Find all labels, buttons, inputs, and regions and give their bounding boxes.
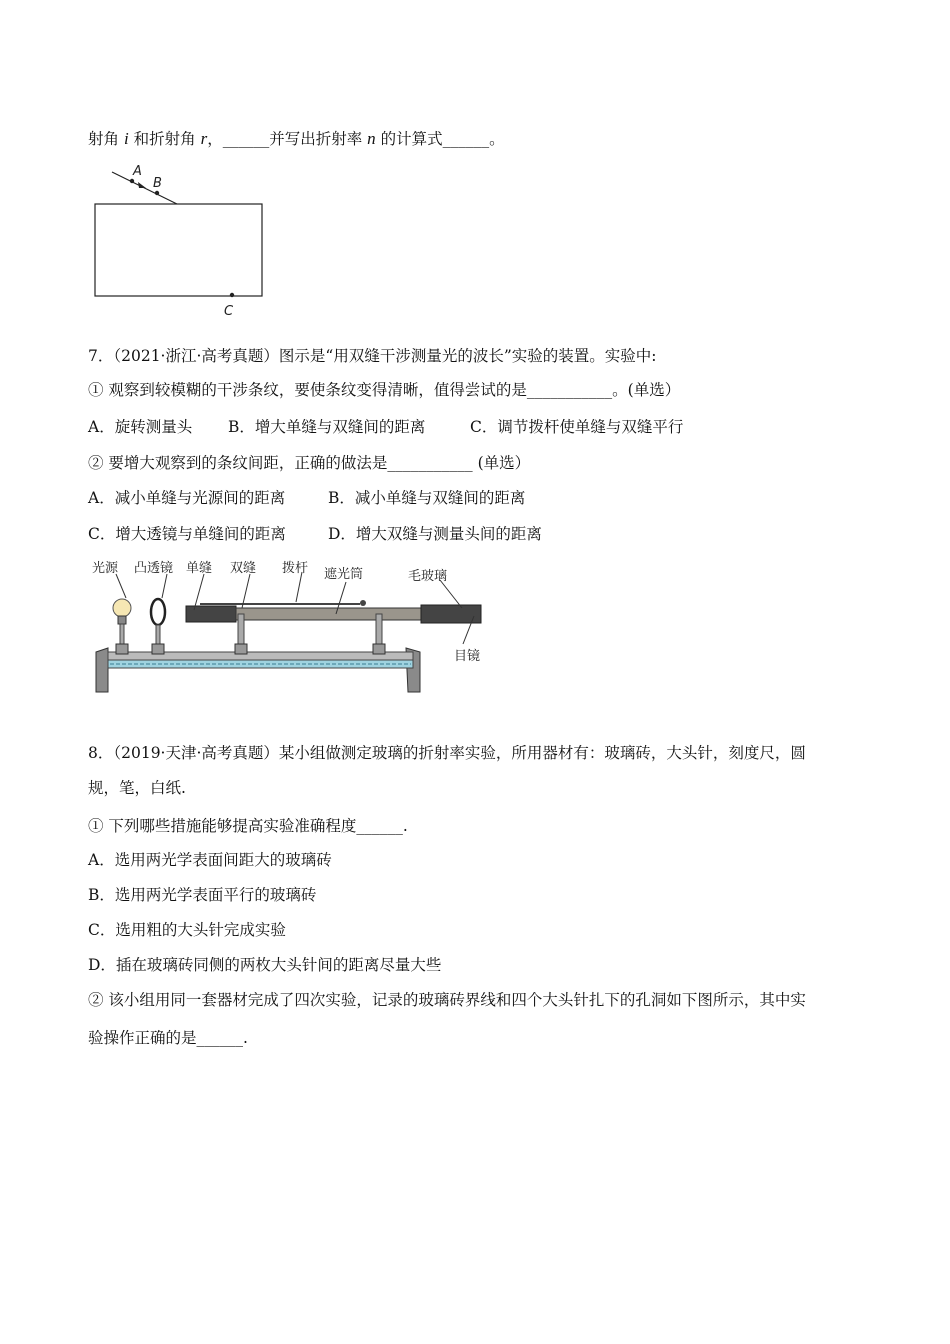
label-eyepiece: 目镜	[454, 649, 481, 664]
q8-stem-line2: 规，笔，白纸.	[88, 779, 186, 797]
q8-option-c: C．选用粗的大头针完成实验	[88, 921, 286, 939]
q7-sub2-options-row2	[88, 524, 542, 544]
q8-sub1: ① 下列哪些措施能够提高实验准确程度______.	[88, 817, 408, 835]
q7-sub2-options-row1	[88, 488, 525, 508]
text: 的计算式______。	[380, 130, 505, 148]
option-b: B．减小单缝与双缝间的距离	[328, 489, 526, 507]
label-b: B	[153, 176, 162, 191]
q7-sub1-options	[88, 417, 683, 437]
label-convex-lens: 凸透镜	[134, 561, 174, 576]
q8-option-d: D．插在玻璃砖同侧的两枚大头针间的距离尽量大些	[88, 956, 442, 974]
label-a: A	[133, 164, 142, 179]
label-light-source: 光源	[92, 561, 119, 576]
var-n: n	[367, 129, 376, 148]
glass-block-figure	[88, 160, 278, 325]
text: 射角	[88, 130, 120, 148]
text: 和折射角	[133, 130, 196, 148]
q7-stem: 7．（2021·浙江·高考真题）图示是“用双缝干涉测量光的波长”实验的装置。实验中:	[88, 347, 657, 365]
option-a: A．旋转测量头	[88, 418, 193, 436]
q8-option-b: B．选用两光学表面平行的玻璃砖	[88, 886, 317, 904]
option-b: B．增大单缝与双缝间的距离	[228, 418, 426, 436]
q8-sub2-line1: ② 该小组用同一套器材完成了四次实验，记录的玻璃砖界线和四个大头针扎下的孔洞如下图所示，其中实	[88, 991, 806, 1009]
label-ground-glass: 毛玻璃	[408, 569, 448, 584]
var-i: i	[123, 129, 129, 148]
double-slit-apparatus-figure	[88, 552, 498, 700]
option-d: D．增大双缝与测量头间的距离	[328, 525, 542, 543]
label-light-shield-tube: 遮光筒	[324, 567, 364, 582]
q8-sub2-line2: 验操作正确的是______.	[88, 1029, 248, 1047]
option-c: C．调节拨杆使单缝与双缝平行	[470, 418, 684, 436]
label-single-slit: 单缝	[186, 561, 213, 576]
label-c: C	[224, 304, 234, 319]
text: ，______并写出折射率	[207, 130, 363, 148]
q7-sub2: ② 要增大观察到的条纹间距，正确的做法是___________ (单选）	[88, 454, 531, 472]
q7-sub1: ① 观察到较模糊的干涉条纹，要使条纹变得清晰，值得尝试的是___________。(单选）	[88, 381, 681, 399]
var-r: r	[200, 129, 208, 148]
option-a: A．减小单缝与光源间的距离	[88, 489, 286, 507]
label-lever: 拨杆	[282, 561, 309, 576]
option-c: C．增大透镜与单缝间的距离	[88, 525, 286, 543]
q8-stem-line1: 8．（2019·天津·高考真题）某小组做测定玻璃的折射率实验，所用器材有：玻璃砖，大头针，刻度尺，圆	[88, 744, 806, 762]
q8-option-a: A．选用两光学表面间距大的玻璃砖	[88, 851, 332, 869]
q6-tail-line	[88, 129, 505, 149]
label-double-slit: 双缝	[230, 561, 257, 576]
